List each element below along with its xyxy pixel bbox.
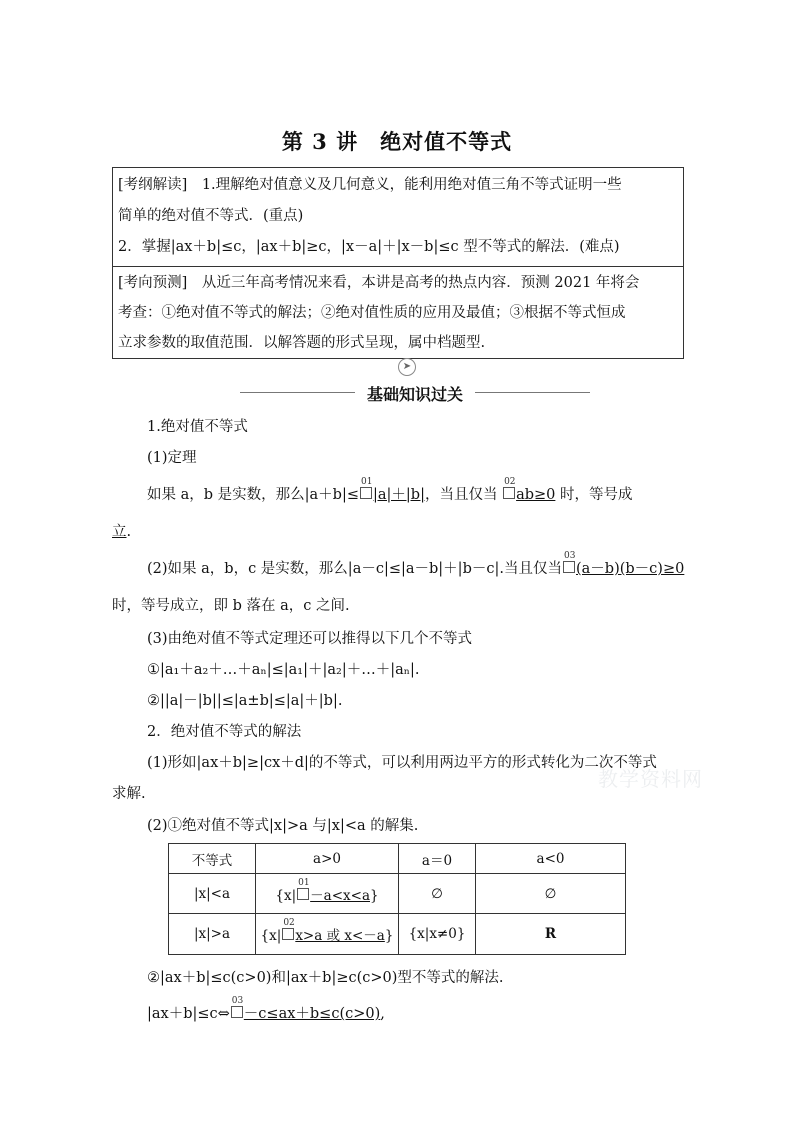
heading-1: 1.绝对值不等式 [147, 419, 248, 435]
heading-rule-right [475, 392, 590, 393]
solution-method-3: ②|ax＋b|≤c(c>0)和|ax＋b|≥c(c>0)型不等式的解法. [147, 970, 504, 986]
box-divider [113, 266, 683, 267]
theorem-line: 如果 a，b 是实数，那么|a＋b|≤ 01 |a|＋|b|，当且仅当 02 ab≥0 时，等号成 [147, 477, 633, 503]
syllabus-line: 2．掌握|ax＋b|≤c，|ax＋b|≥c，|x－a|＋|x－b|≤c 型不等式的解法．(难点) [118, 239, 620, 255]
section-heading [240, 361, 590, 404]
table-cell: R [476, 914, 626, 955]
send-icon: ➤ [398, 358, 416, 376]
answer-blank: ab≥0 [516, 487, 556, 503]
watermark: 教学资料网 [598, 767, 703, 791]
syllabus-box [112, 167, 684, 359]
forecast-line: 考查：①绝对值不等式的解法；②绝对值性质的应用及最值；③根据不等式恒成 [118, 305, 626, 321]
solution-method-1: (1)形如|ax＋b|≥|cx＋d|的不等式，可以利用两边平方的形式转化为二次不等式 [147, 755, 657, 771]
inequality-2: ②||a|－|b||≤|a±b|≤|a|＋|b|. [147, 693, 343, 709]
answer-marker-icon: 02 [503, 487, 515, 499]
paragraph-2: (2)如果 a，b，c 是实数，那么|a－c|≤|a－b|＋|b－c|.当且仅当 03 (a－b)(b－c)≥0 [147, 551, 685, 577]
answer-blank: (a－b)(b－c)≥0 [575, 561, 685, 577]
table-cell: |x|<a [169, 874, 256, 914]
table-header: a<0 [476, 844, 626, 874]
answer-marker-icon: 02 [282, 928, 294, 940]
answer-blank: －c≤ax＋b≤c(c>0) [243, 1006, 381, 1022]
table-cell: ∅ [399, 874, 476, 914]
table-header: a＝0 [399, 844, 476, 874]
forecast-line: 立求参数的取值范围．以解答题的形式呈现，属中档题型. [118, 335, 486, 351]
answer-blank: x>a 或 x<－a [295, 928, 385, 944]
table-header-row [169, 844, 626, 874]
theorem-text: 如果 a，b 是实数，那么|a＋b|≤ [147, 487, 359, 503]
section-heading-text: 基础知识过关 [355, 382, 475, 405]
theorem-line-end: 立. [112, 524, 132, 540]
answer-marker-icon: 01 [360, 487, 372, 499]
table-row [169, 874, 626, 914]
answer-blank: －a<x<a [310, 887, 370, 904]
answer-marker-icon: 03 [231, 1006, 243, 1018]
forecast-line: [考向预测] 从近三年高考情况来看，本讲是高考的热点内容．预测 2021 年将会 [118, 275, 640, 291]
paragraph-3: (3)由绝对值不等式定理还可以推得以下几个不等式 [147, 631, 473, 647]
table-cell: {x| 02 x>a 或 x<－a} [256, 914, 399, 955]
syllabus-line: 简单的绝对值不等式．(重点) [118, 208, 304, 224]
table-cell: {x|x≠0} [399, 914, 476, 955]
table-cell: ∅ [476, 874, 626, 914]
answer-marker-icon: 03 [563, 561, 575, 573]
answer-blank: |a|＋|b| [373, 487, 425, 503]
heading-rule-left [240, 392, 355, 393]
solution-method-1-cont: 求解. [112, 786, 146, 802]
table-header: 不等式 [169, 844, 256, 874]
syllabus-line: [考纲解读] 1.理解绝对值意义及几何意义，能利用绝对值三角不等式证明一些 [118, 177, 622, 193]
solution-method-2: (2)①绝对值不等式|x|>a 与|x|<a 的解集. [147, 818, 419, 834]
paragraph-2-cont: 时，等号成立，即 b 落在 a，c 之间. [112, 598, 350, 614]
heading-2: 2．绝对值不等式的解法 [147, 724, 302, 740]
page-title: 第 3 讲 绝对值不等式 [281, 129, 513, 154]
table-row [169, 914, 626, 955]
table-header: a>0 [256, 844, 399, 874]
solution-method-4: |ax＋b|≤c⇔ 03 －c≤ax＋b≤c(c>0), [147, 996, 385, 1022]
solution-set-table [168, 843, 626, 955]
table-cell: |x|>a [169, 914, 256, 955]
inequality-1: ①|a₁＋a₂＋…＋aₙ|≤|a₁|＋|a₂|＋…＋|aₙ|. [147, 662, 420, 678]
table-cell: {x| 01 －a<x<a} [256, 874, 399, 914]
subheading-theorem: (1)定理 [147, 450, 197, 466]
answer-marker-icon: 01 [297, 888, 309, 900]
